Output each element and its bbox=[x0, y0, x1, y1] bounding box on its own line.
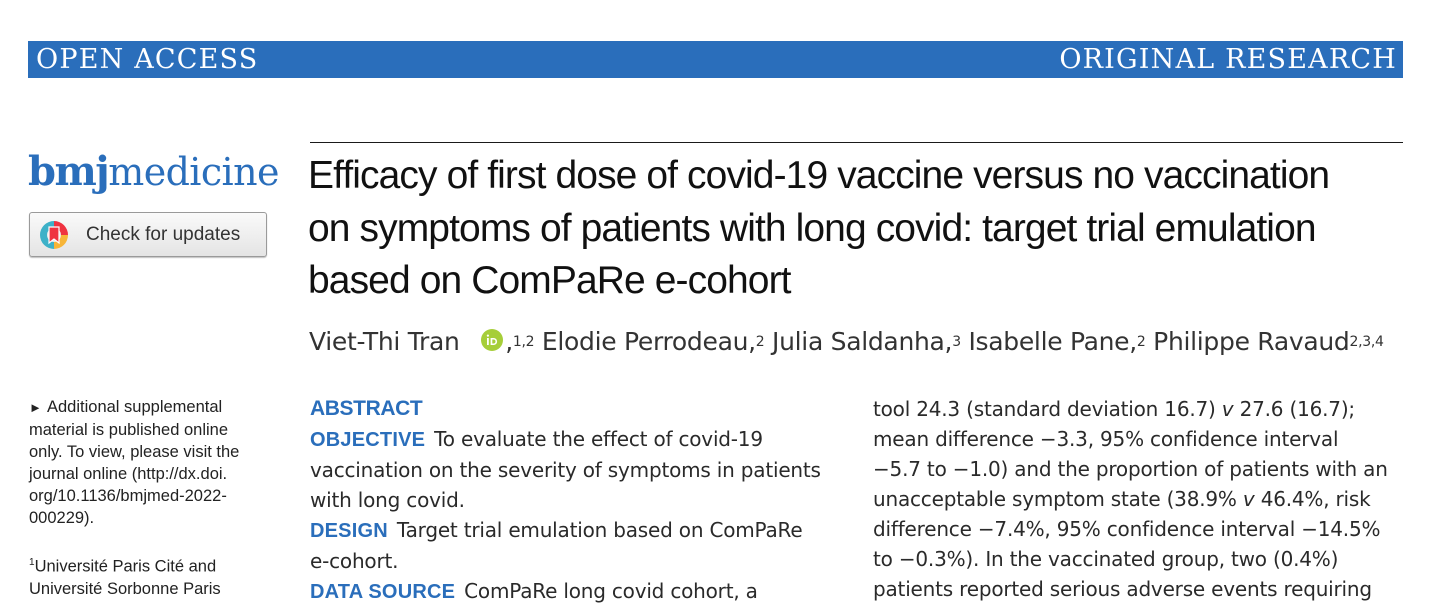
supplemental-arrow-icon: ► bbox=[29, 400, 42, 415]
crossmark-icon bbox=[39, 220, 69, 250]
design-label: DESIGN bbox=[310, 520, 388, 542]
affiliation-note bbox=[29, 552, 265, 600]
versus-italic: v bbox=[1221, 397, 1234, 421]
abstract-text: e-cohort. bbox=[310, 549, 399, 573]
author-name[interactable]: Elodie Perrodeau, bbox=[541, 327, 756, 356]
abstract-text: 46.4%, risk bbox=[1254, 487, 1371, 511]
abstract-text: vaccination on the severity of symptoms in patients bbox=[310, 458, 821, 482]
author-affiliation: 1,2 bbox=[512, 334, 535, 350]
abstract-text: patients reported serious adverse events requiring bbox=[873, 577, 1372, 601]
affiliation-line: Université Paris Cité and bbox=[34, 557, 217, 576]
open-access-label: OPEN ACCESS bbox=[36, 44, 259, 75]
author-name[interactable]: Viet-Thi Tran bbox=[309, 327, 460, 356]
abstract-left-column bbox=[310, 394, 850, 607]
objective-paragraph bbox=[310, 424, 850, 515]
title-divider bbox=[310, 142, 1403, 143]
versus-italic: v bbox=[1242, 487, 1255, 511]
author-affiliation: 2 bbox=[1136, 334, 1146, 350]
author-affiliation: 3 bbox=[952, 334, 961, 350]
title-line: Efficacy of first dose of covid-19 vaccine versus no vaccination bbox=[308, 154, 1330, 197]
doi-link[interactable]: org/10.1136/bmjmed-2022- bbox=[29, 487, 227, 505]
abstract-text: difference −7.4%, 95% confidence interval −14.5% bbox=[873, 517, 1381, 541]
author-comma: , bbox=[505, 327, 513, 356]
doi-link[interactable]: journal online (http://dx.doi. bbox=[29, 465, 228, 483]
abstract-text: ComPaRe long covid cohort, a bbox=[464, 579, 758, 603]
article-title bbox=[308, 150, 1418, 308]
abstract-text: 27.6 (16.7); bbox=[1233, 397, 1355, 421]
data-source-label: DATA SOURCE bbox=[310, 581, 456, 603]
affiliation-number: 1 bbox=[29, 557, 35, 568]
abstract-text: To evaluate the effect of covid-19 bbox=[434, 427, 763, 451]
original-research-label: ORIGINAL RESEARCH bbox=[1059, 44, 1397, 75]
affiliation-line: Université Sorbonne Paris bbox=[29, 579, 221, 598]
abstract-heading: ABSTRACT bbox=[310, 397, 423, 420]
title-line: on symptoms of patients with long covid: target trial emulation bbox=[308, 206, 1316, 250]
author-name[interactable]: Isabelle Pane, bbox=[968, 327, 1137, 356]
supplemental-material-note bbox=[29, 396, 265, 529]
abstract-text: with long covid. bbox=[310, 488, 465, 512]
abstract-text: mean difference −3.3, 95% confidence interval bbox=[873, 427, 1339, 451]
objective-label: OBJECTIVE bbox=[310, 429, 426, 451]
abstract-text: Target trial emulation based on ComPaRe bbox=[396, 518, 803, 542]
abstract-text: −5.7 to −1.0) and the proportion of patients with an bbox=[873, 457, 1388, 481]
author-affiliation: 2,3,4 bbox=[1349, 334, 1384, 350]
check-for-updates-label: Check for updates bbox=[86, 224, 241, 245]
data-source-paragraph bbox=[310, 576, 850, 607]
design-paragraph bbox=[310, 515, 850, 576]
article-type-banner bbox=[28, 41, 1403, 78]
abstract-text: tool 24.3 (standard deviation 16.7) bbox=[873, 397, 1222, 421]
note-line: Additional supplemental bbox=[47, 398, 223, 416]
note-line: 000229). bbox=[29, 509, 95, 527]
note-line: only. To view, please visit the bbox=[29, 443, 240, 461]
orcid-icon[interactable] bbox=[481, 329, 503, 351]
author-affiliation: 2 bbox=[755, 334, 765, 350]
logo-bmj: bmj bbox=[28, 148, 109, 195]
author-name[interactable]: Philippe Ravaud bbox=[1153, 327, 1350, 356]
logo-medicine: medicine bbox=[108, 150, 279, 194]
title-line: based on ComPaRe e-cohort bbox=[308, 259, 791, 302]
abstract-text: unacceptable symptom state (38.9% bbox=[873, 487, 1243, 511]
journal-logo[interactable] bbox=[28, 148, 279, 196]
abstract-right-column bbox=[873, 394, 1403, 604]
note-line: material is published online bbox=[29, 421, 229, 439]
author-name[interactable]: Julia Saldanha, bbox=[772, 327, 953, 356]
abstract-text: to −0.3%). In the vaccinated group, two (0.4%) bbox=[873, 547, 1339, 571]
check-for-updates-button[interactable] bbox=[29, 212, 267, 257]
author-list bbox=[309, 322, 1384, 366]
